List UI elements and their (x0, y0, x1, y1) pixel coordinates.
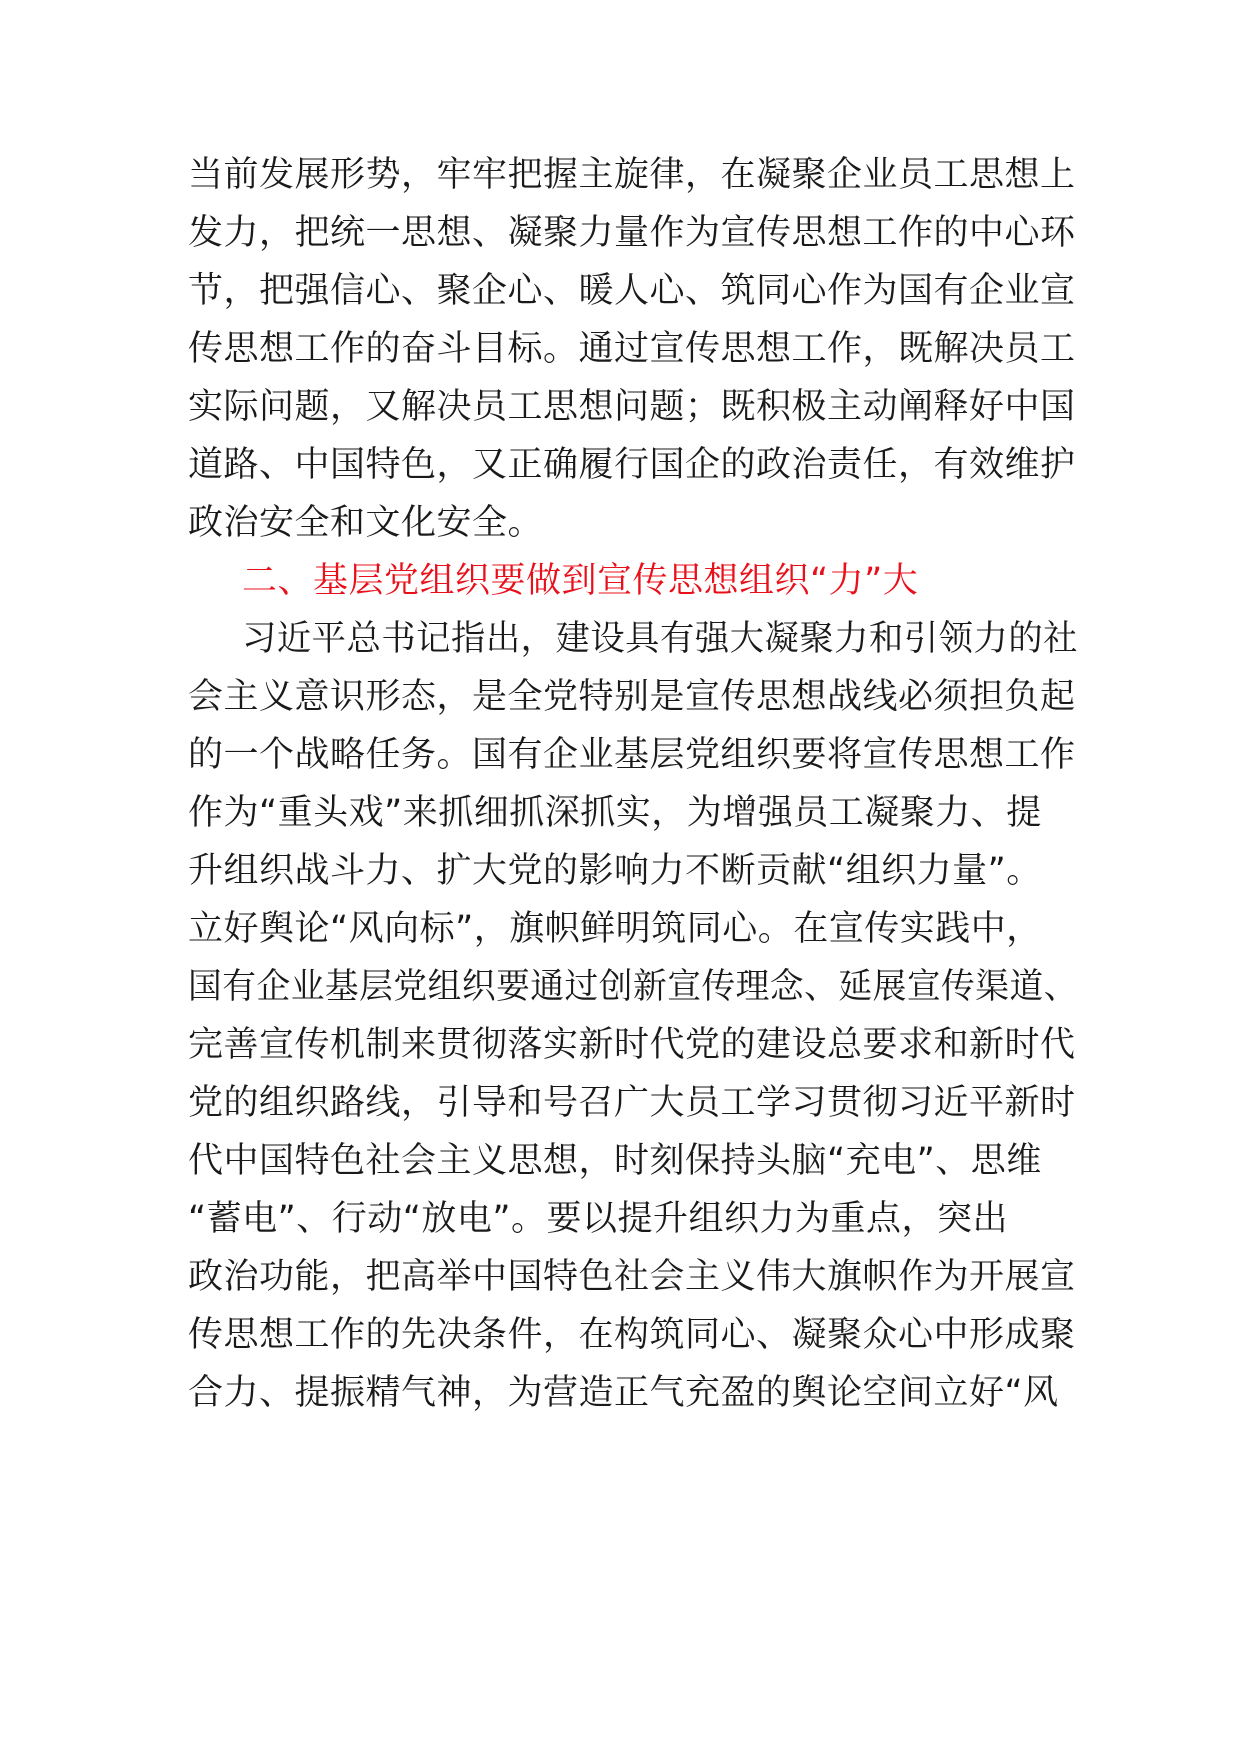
paragraph-1-line: 当前发展形势，牢牢把握主旋律，在凝聚企业员工思想上 (188, 155, 1076, 195)
paragraph-2-line: “蓄电”、行动“放电”。要以提升组织力为重点，突出 (188, 1199, 1009, 1239)
paragraph-1-line: 实际问题，又解决员工思想问题；既积极主动阐释好中国 (188, 387, 1076, 427)
paragraph-1-line: 政治安全和文化安全。 (188, 503, 544, 543)
paragraph-2-line: 作为“重头戏”来抓细抓深抓实，为增强员工凝聚力、提 (188, 793, 1042, 833)
paragraph-2-line: 传思想工作的先决条件，在构筑同心、凝聚众心中形成聚 (188, 1315, 1076, 1355)
paragraph-2-line: 国有企业基层党组织要通过创新宣传理念、延展宣传渠道、 (188, 967, 1078, 1007)
paragraph-1-line: 传思想工作的奋斗目标。通过宣传思想工作，既解决员工 (188, 329, 1076, 369)
paragraph-2-line: 合力、提振精气神，为营造正气充盈的舆论空间立好“风 (188, 1373, 1059, 1413)
paragraph-2-line: 习近平总书记指出，建设具有强大凝聚力和引领力的社 (242, 619, 1078, 659)
paragraph-1-line: 发力，把统一思想、凝聚力量作为宣传思想工作的中心环 (188, 213, 1076, 253)
paragraph-2-line: 升组织战斗力、扩大党的影响力不断贡献“组织力量”。 (188, 851, 1042, 891)
paragraph-2-line: 政治功能，把高举中国特色社会主义伟大旗帜作为开展宣 (188, 1257, 1076, 1297)
section-heading: 二、基层党组织要做到宣传思想组织“力”大 (242, 561, 919, 601)
paragraph-2-line: 党的组织路线，引导和号召广大员工学习贯彻习近平新时 (188, 1083, 1076, 1123)
paragraph-2-line: 的一个战略任务。国有企业基层党组织要将宣传思想工作 (188, 735, 1076, 775)
paragraph-1-line: 道路、中国特色，又正确履行国企的政治责任，有效维护 (188, 445, 1076, 485)
paragraph-2-line: 会主义意识形态，是全党特别是宣传思想战线必须担负起 (188, 677, 1076, 717)
paragraph-1-line: 节，把强信心、聚企心、暖人心、筑同心作为国有企业宣 (188, 271, 1076, 311)
paragraph-2-line: 立好舆论“风向标”，旗帜鲜明筑同心。在宣传实践中， (188, 909, 1042, 949)
paragraph-2-line: 代中国特色社会主义思想，时刻保持头脑“充电”、思维 (188, 1141, 1042, 1181)
paragraph-2-line: 完善宣传机制来贯彻落实新时代党的建设总要求和新时代 (188, 1025, 1076, 1065)
